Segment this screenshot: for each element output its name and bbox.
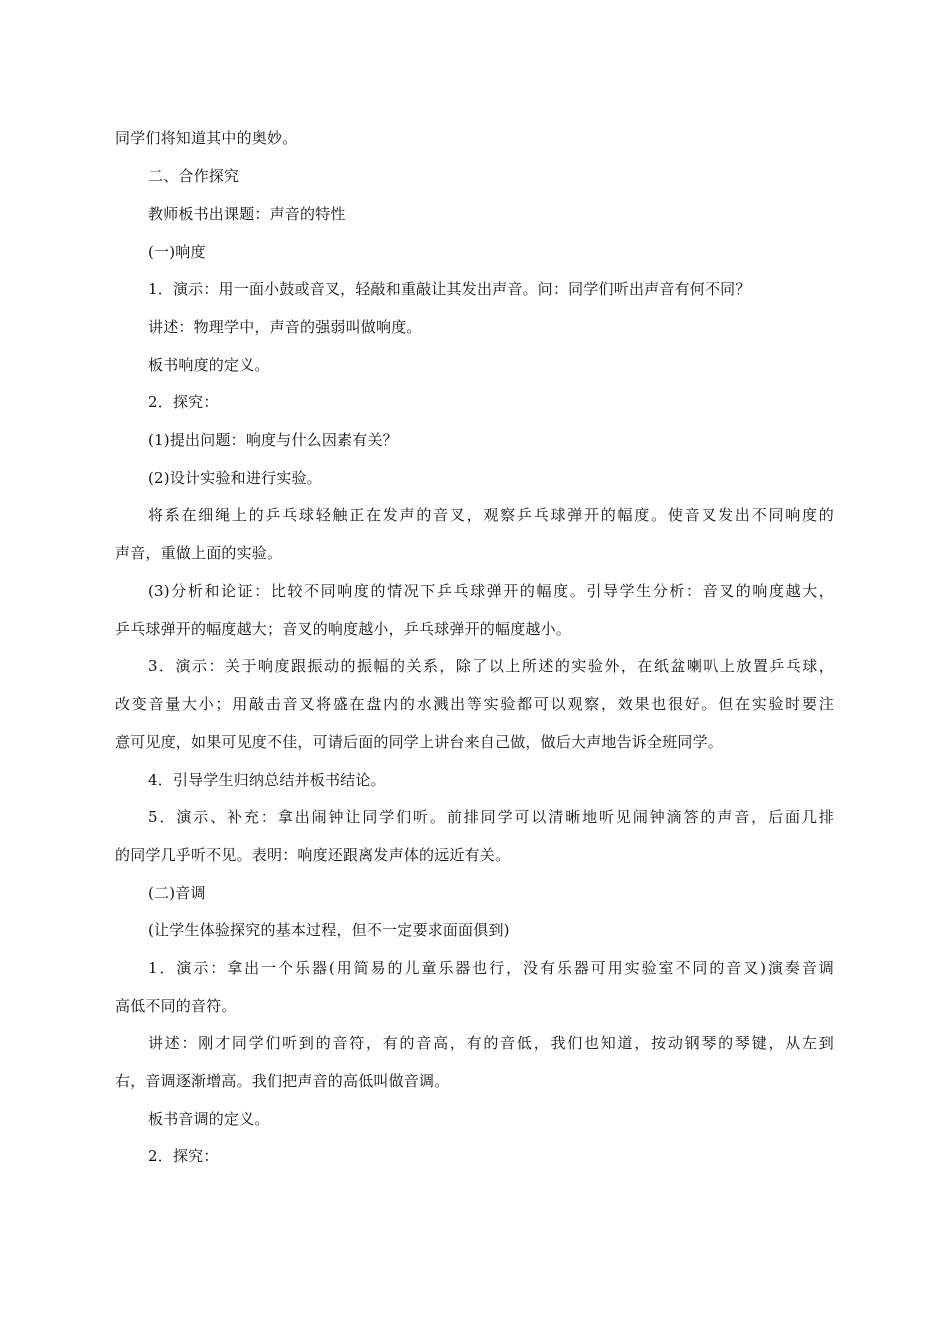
text-line: 的同学几乎听不见。表明：响度还跟离发声体的远近有关。 [115,846,511,864]
text-line: 2．探究： [148,393,219,411]
subsection-heading: (一)响度 [148,243,206,261]
text-line: 将系在细绳上的乒乓球轻触正在发声的音叉，观察乒乓球弹开的幅度。使音叉发出不同响度的 [148,506,834,524]
section-heading: 二、合作探究 [148,167,240,185]
text-line: 讲述：刚才同学们听到的音符，有的音高，有的音低，我们也知道，按动钢琴的琴键，从左到 [148,1034,834,1052]
text-line: 1．演示：用一面小鼓或音叉，轻敲和重敲让其发出声音。问：同学们听出声音有何不同？ [148,280,751,298]
text-line: (3)分析和论证：比较不同响度的情况下乒乓球弹开的幅度。引导学生分析：音叉的响度越大， [148,582,834,600]
text-line: 3．演示：关于响度跟振动的振幅的关系，除了以上所述的实验外，在纸盆喇叭上放置乒乓球， [148,657,834,675]
text-line: 改变音量大小；用敲击音叉将盛在盘内的水溅出等实验都可以观察，效果也很好。但在实验时要注 [115,695,834,713]
text-line: 高低不同的音符。 [115,997,237,1015]
text-line: 同学们将知道其中的奥妙。 [115,129,298,147]
text-line: (2)设计实验和进行实验。 [148,469,322,487]
text-line: 板书响度的定义。 [148,356,270,374]
text-line: 声音，重做上面的实验。 [115,544,283,562]
text-line: 讲述：物理学中，声音的强弱叫做响度。 [148,318,422,336]
text-line: (让学生体验探究的基本过程，但不一定要求面面俱到) [148,921,510,939]
text-line: 意可见度，如果可见度不佳，可请后面的同学上讲台来自己做，做后大声地告诉全班同学。 [115,733,724,751]
text-line: 教师板书出课题：声音的特性 [148,205,346,223]
text-line: 5．演示、补充：拿出闹钟让同学们听。前排同学可以清晰地听见闹钟滴答的声音，后面几排 [148,808,834,826]
text-line: 右，音调逐渐增高。我们把声音的高低叫做音调。 [115,1072,450,1090]
text-line: 乒乓球弹开的幅度越大；音叉的响度越小，乒乓球弹开的幅度越小。 [115,620,572,638]
text-line: 2．探究： [148,1147,219,1165]
text-line: 1．演示：拿出一个乐器(用简易的儿童乐器也行，没有乐器可用实验室不同的音叉)演奏音调 [148,959,834,977]
text-line: 板书音调的定义。 [148,1110,270,1128]
subsection-heading: (二)音调 [148,884,206,902]
text-line: 4．引导学生归纳总结并板书结论。 [148,771,386,789]
text-line: (1)提出问题：响度与什么因素有关？ [148,431,398,449]
